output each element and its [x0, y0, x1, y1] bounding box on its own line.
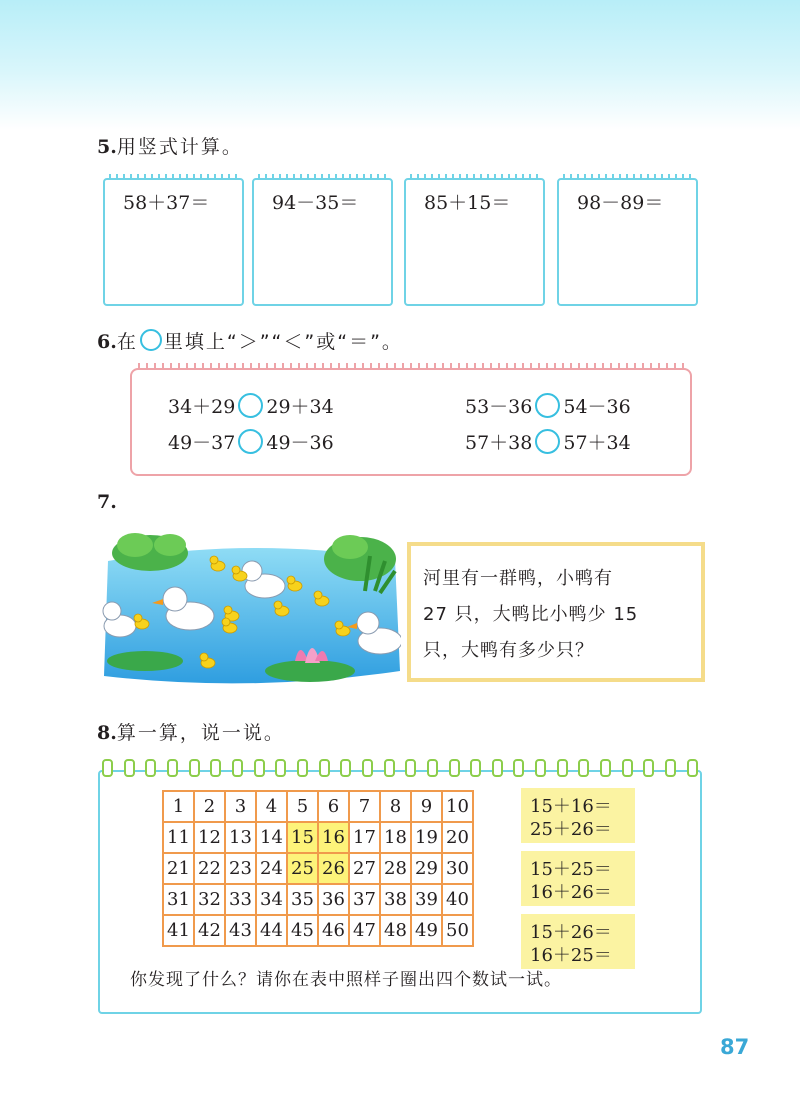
compare-item-4: 57＋38 57＋34: [465, 428, 631, 455]
instruction-note: 你发现了什么？请你在表中照样子圈出四个数试一试。: [130, 970, 562, 990]
grid-cell[interactable]: 11: [163, 822, 194, 853]
grid-cell[interactable]: 47: [349, 915, 380, 946]
grid-cell[interactable]: 32: [194, 884, 225, 915]
ring-icon: [535, 759, 546, 777]
grid-cell[interactable]: 9: [411, 791, 442, 822]
binder-rings: [102, 759, 698, 779]
grid-cell[interactable]: 30: [442, 853, 473, 884]
ring-icon: [275, 759, 286, 777]
grid-row: [163, 822, 473, 853]
section-8-title: 8.算一算，说一说。: [97, 722, 285, 744]
ring-icon: [189, 759, 200, 777]
grid-cell[interactable]: 12: [194, 822, 225, 853]
answer-circle[interactable]: [238, 393, 263, 418]
compare-item-1: 34＋29 29＋34: [168, 392, 334, 419]
ring-icon: [362, 759, 373, 777]
ring-icon: [254, 759, 265, 777]
ring-icon: [600, 759, 611, 777]
grid-cell[interactable]: 17: [349, 822, 380, 853]
grid-cell[interactable]: 25: [287, 853, 318, 884]
grid-cell[interactable]: 45: [287, 915, 318, 946]
word-problem-box: [407, 542, 705, 682]
grid-cell[interactable]: 46: [318, 915, 349, 946]
grid-cell[interactable]: 22: [194, 853, 225, 884]
number-grid-panel: [98, 770, 702, 1014]
grid-cell[interactable]: 41: [163, 915, 194, 946]
grid-cell[interactable]: 40: [442, 884, 473, 915]
calc-box-4[interactable]: [557, 178, 698, 306]
circle-icon: [140, 329, 162, 351]
ring-icon: [449, 759, 460, 777]
grid-cell[interactable]: 27: [349, 853, 380, 884]
sum-box-1: 15＋16＝ 25＋26＝: [521, 788, 635, 843]
grid-cell[interactable]: 42: [194, 915, 225, 946]
compare-item-2: 53－36 54－36: [465, 392, 631, 419]
grid-cell[interactable]: 39: [411, 884, 442, 915]
ring-icon: [622, 759, 633, 777]
grid-cell[interactable]: 15: [287, 822, 318, 853]
ring-icon: [578, 759, 589, 777]
ring-icon: [513, 759, 524, 777]
grid-row: [163, 915, 473, 946]
ring-icon: [102, 759, 113, 777]
calc-problem: 58＋37＝: [123, 192, 210, 214]
grid-cell[interactable]: 49: [411, 915, 442, 946]
grid-cell[interactable]: 18: [380, 822, 411, 853]
grid-row: [163, 884, 473, 915]
ring-icon: [167, 759, 178, 777]
ring-icon: [384, 759, 395, 777]
grid-cell[interactable]: 5: [287, 791, 318, 822]
grid-cell[interactable]: 38: [380, 884, 411, 915]
ring-icon: [340, 759, 351, 777]
grid-cell[interactable]: 34: [256, 884, 287, 915]
compare-item-3: 49－37 49－36: [168, 428, 334, 455]
ring-icon: [492, 759, 503, 777]
grid-cell[interactable]: 6: [318, 791, 349, 822]
section-7-title: 7.: [97, 491, 117, 513]
grid-cell[interactable]: 35: [287, 884, 318, 915]
grid-cell[interactable]: 24: [256, 853, 287, 884]
answer-circle[interactable]: [238, 429, 263, 454]
header-band: [0, 0, 800, 130]
grid-row: [163, 791, 473, 822]
grid-cell[interactable]: 23: [225, 853, 256, 884]
section-6-title: 6.在 里填上“＞”“＜”或“＝”。: [97, 331, 403, 353]
sum-box-3: 15＋26＝ 16＋25＝: [521, 914, 635, 969]
grid-cell[interactable]: 33: [225, 884, 256, 915]
ring-icon: [665, 759, 676, 777]
answer-circle[interactable]: [535, 429, 560, 454]
word-problem-line: 只，大鸭有多少只？: [423, 640, 594, 661]
grid-cell[interactable]: 10: [442, 791, 473, 822]
grid-cell[interactable]: 48: [380, 915, 411, 946]
grid-cell[interactable]: 13: [225, 822, 256, 853]
section-5-title: 5.用竖式计算。: [97, 136, 243, 158]
page-number: 87: [720, 1035, 750, 1059]
ring-icon: [557, 759, 568, 777]
word-problem-line: 河里有一群鸭，小鸭有: [423, 568, 613, 589]
word-problem-line: 27 只，大鸭比小鸭少 15: [423, 604, 639, 625]
ring-icon: [145, 759, 156, 777]
ring-icon: [405, 759, 416, 777]
ring-icon: [470, 759, 481, 777]
ring-icon: [210, 759, 221, 777]
sum-box-2: 15＋25＝ 16＋26＝: [521, 851, 635, 906]
hundred-chart: [162, 790, 474, 947]
grid-cell[interactable]: 3: [225, 791, 256, 822]
calc-problem: 98－89＝: [577, 192, 664, 214]
grid-cell[interactable]: 20: [442, 822, 473, 853]
grid-cell[interactable]: 28: [380, 853, 411, 884]
grid-cell[interactable]: 50: [442, 915, 473, 946]
grid-cell[interactable]: 14: [256, 822, 287, 853]
calc-problem: 85＋15＝: [424, 192, 511, 214]
grid-cell[interactable]: 44: [256, 915, 287, 946]
calc-box-1[interactable]: [103, 178, 244, 306]
ring-icon: [319, 759, 330, 777]
ring-icon: [124, 759, 135, 777]
calc-box-3[interactable]: [404, 178, 545, 306]
grid-cell[interactable]: 1: [163, 791, 194, 822]
ring-icon: [643, 759, 654, 777]
grid-cell[interactable]: 19: [411, 822, 442, 853]
grid-cell[interactable]: 29: [411, 853, 442, 884]
ring-icon: [427, 759, 438, 777]
grid-cell[interactable]: 36: [318, 884, 349, 915]
ring-icon: [687, 759, 698, 777]
grid-cell[interactable]: 16: [318, 822, 349, 853]
calc-box-2[interactable]: [252, 178, 393, 306]
grid-cell[interactable]: 31: [163, 884, 194, 915]
answer-circle[interactable]: [535, 393, 560, 418]
compare-panel: [130, 368, 692, 476]
grid-cell[interactable]: 37: [349, 884, 380, 915]
grid-cell[interactable]: 7: [349, 791, 380, 822]
duck-pond-illustration: [100, 521, 401, 687]
ring-icon: [297, 759, 308, 777]
bush-left: [112, 533, 188, 571]
calc-problem: 94－35＝: [272, 192, 359, 214]
grid-row: [163, 853, 473, 884]
grid-cell[interactable]: 26: [318, 853, 349, 884]
grid-cell[interactable]: 8: [380, 791, 411, 822]
grid-cell[interactable]: 4: [256, 791, 287, 822]
grid-cell[interactable]: 21: [163, 853, 194, 884]
grid-cell[interactable]: 2: [194, 791, 225, 822]
grid-cell[interactable]: 43: [225, 915, 256, 946]
ring-icon: [232, 759, 243, 777]
